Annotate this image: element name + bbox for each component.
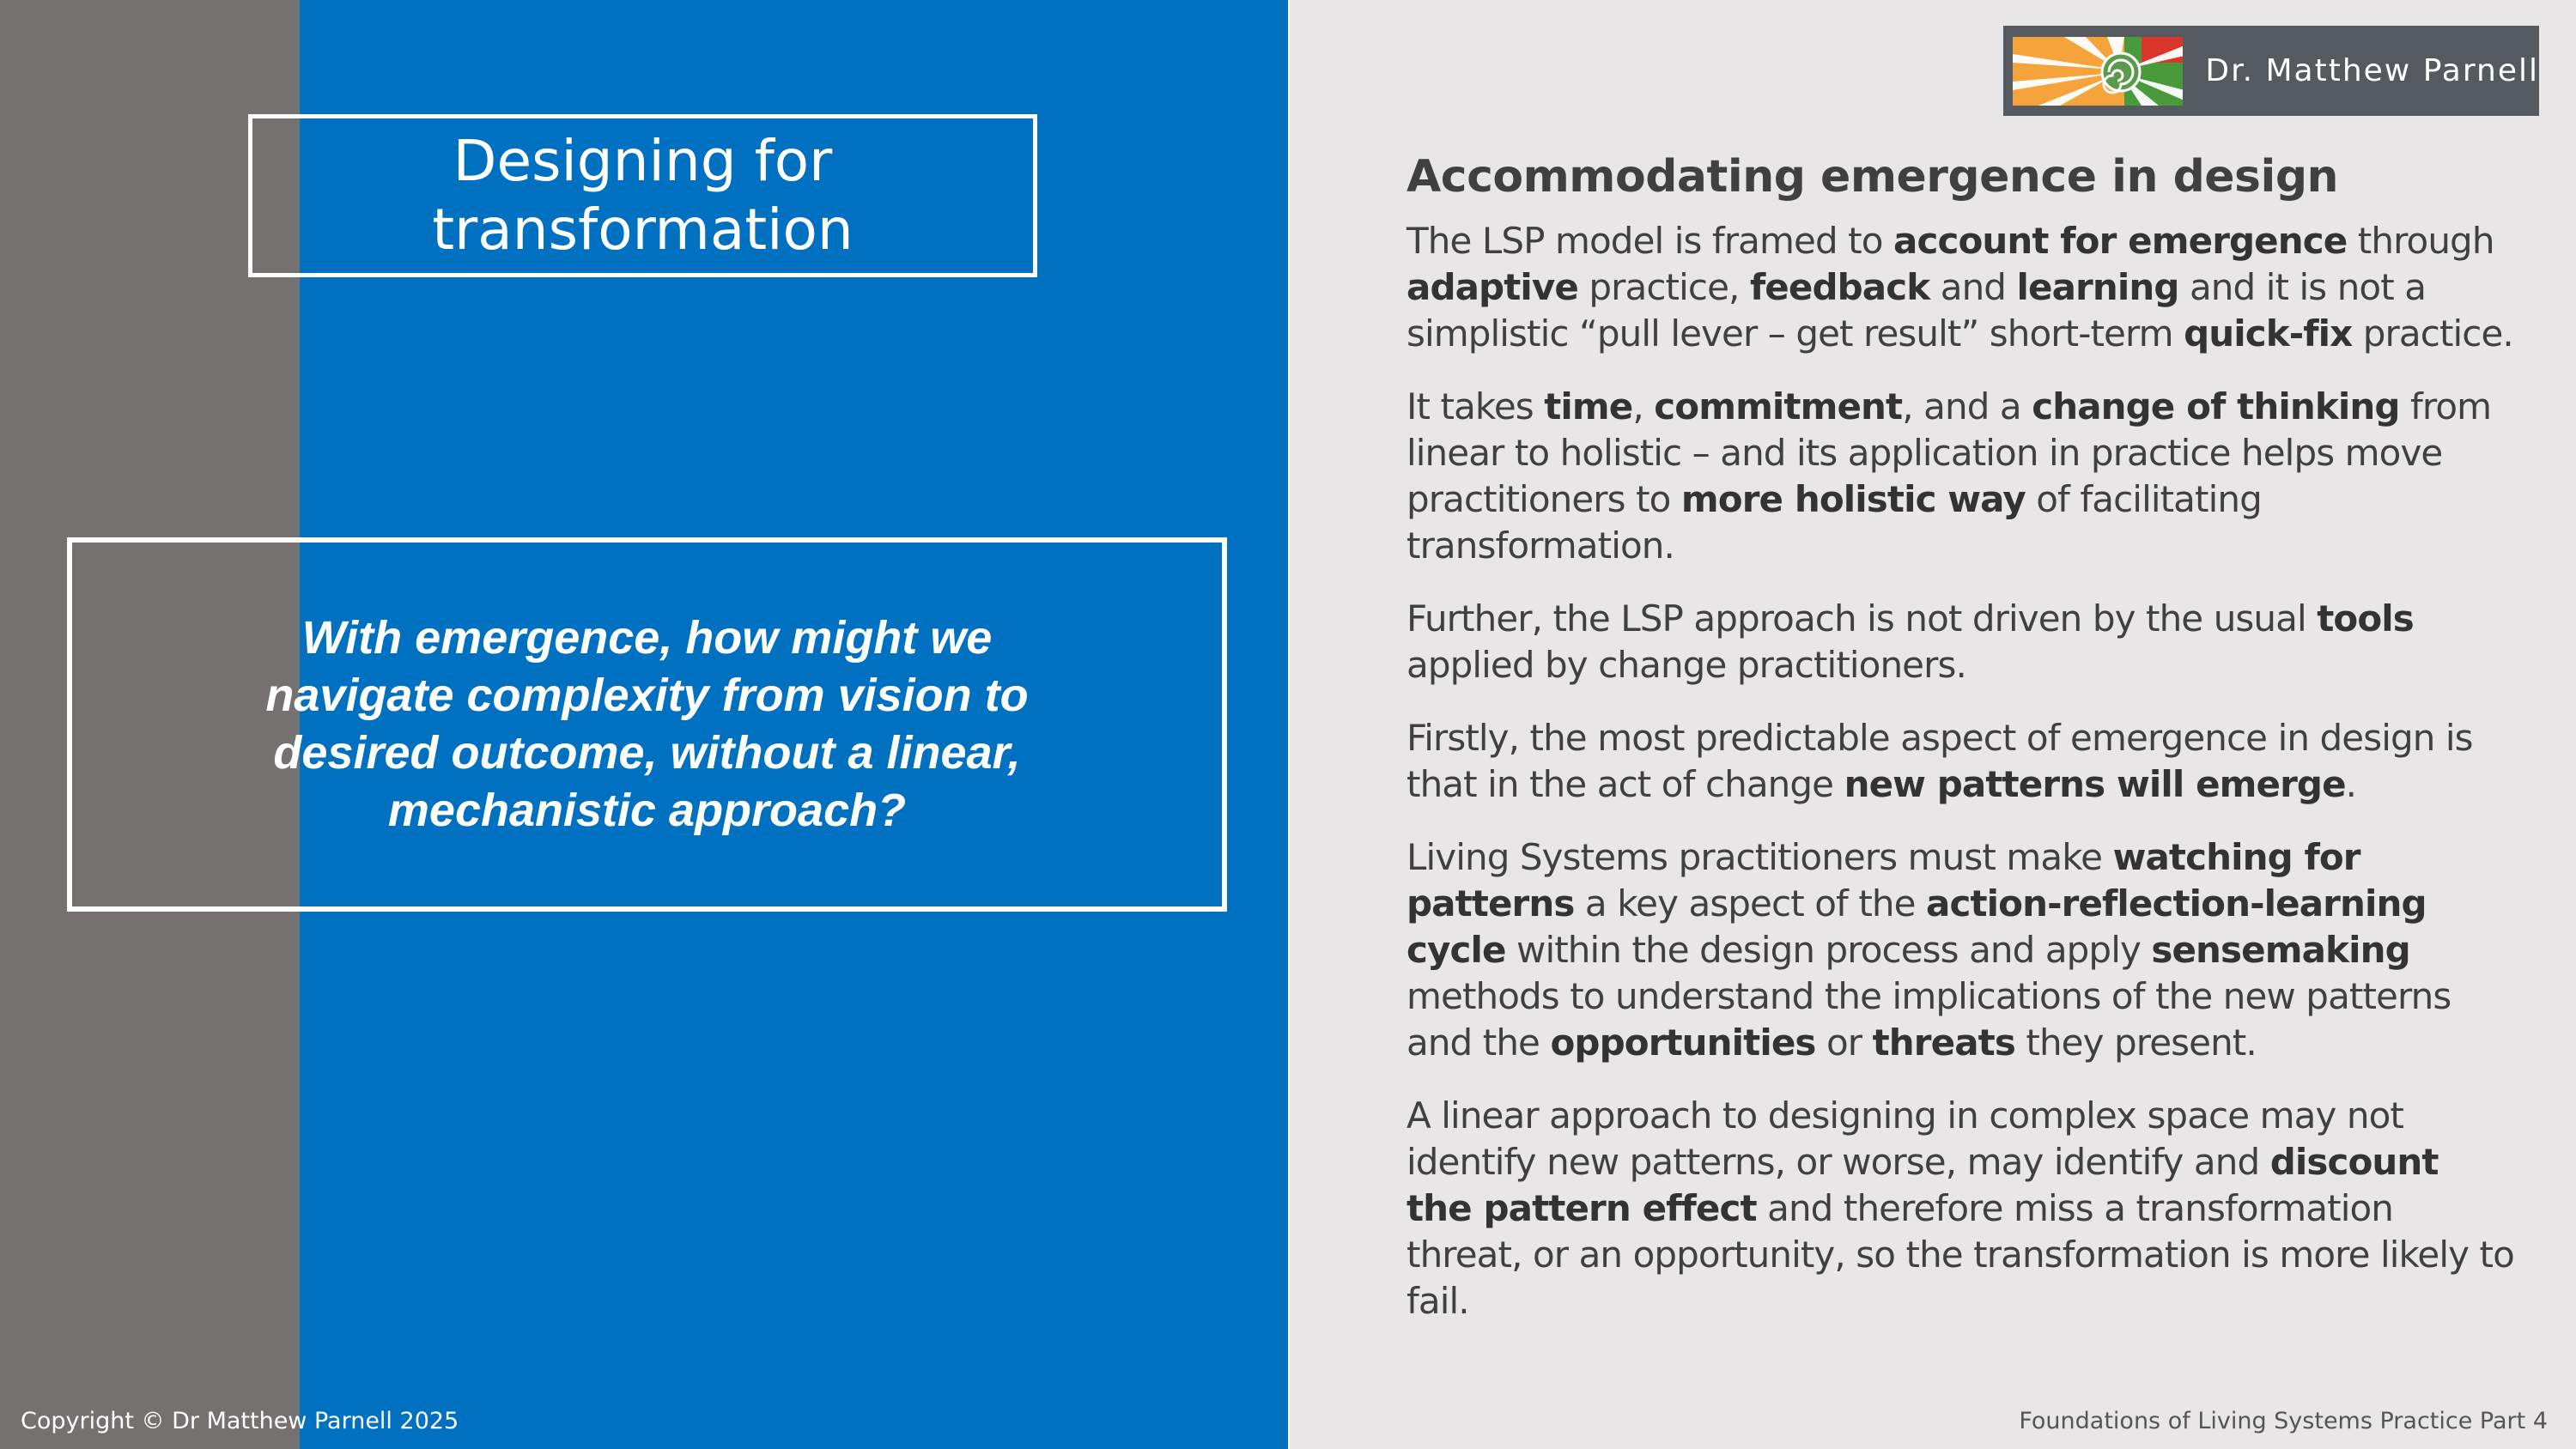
guiding-question [235, 609, 1060, 840]
content-heading: Accommodating emergence in design [1406, 151, 2339, 203]
text-run: applied by change practitioners. [1406, 644, 1966, 686]
question-line: mechanistic approach? [387, 785, 907, 836]
text-run: Living Systems practitioners must make [1406, 836, 2113, 878]
copyright-footer: Copyright © Dr Matthew Parnell 2025 [21, 1408, 459, 1434]
bold-run: discount the pattern effect [1406, 1141, 2439, 1229]
bold-run: watching for patterns [1406, 836, 2360, 925]
text-run: a key aspect of the [1574, 882, 1927, 925]
text-run: It takes [1406, 385, 1545, 427]
question-line: desired outcome, without a linear, [273, 727, 1021, 779]
text-run: within the design process and apply [1505, 929, 2152, 971]
text-run: , [1632, 385, 1655, 427]
paragraph-6 [1406, 1093, 2514, 1325]
panel-divider [1288, 0, 1290, 1449]
content-column [1406, 144, 2514, 1351]
text-run: they present. [2014, 1022, 2257, 1064]
bold-run: commitment [1654, 385, 1903, 427]
bold-run: change of thinking [2032, 385, 2400, 427]
question-line: navigate complexity from vision to [265, 670, 1029, 721]
bold-run: more holistic way [1680, 478, 2026, 520]
bold-run: new patterns will emerge [1844, 763, 2346, 805]
paragraph-4 [1406, 715, 2514, 808]
text-run: Further, the LSP approach is not driven by the usual [1406, 597, 2318, 640]
series-footer: Foundations of Living Systems Practice Part 4 [2019, 1408, 2548, 1434]
bold-run: threats [1872, 1022, 2015, 1064]
text-run: of facilitating transformation. [1406, 478, 2262, 567]
text-run: from linear to holistic – and its application in practice helps move practitioners to [1406, 385, 2492, 520]
paragraph-5 [1406, 834, 2514, 1066]
author-logo [2003, 26, 2539, 116]
bold-run: learning [2016, 266, 2179, 308]
paragraph-2 [1406, 384, 2514, 569]
bold-run: time [1544, 385, 1633, 427]
question-line: With emergence, how might we [301, 612, 993, 664]
bold-run: opportunities [1550, 1022, 1816, 1064]
bold-run: quick-fix [2184, 312, 2353, 355]
text-run: A linear approach to designing in complex space may not identify new patterns, or worse, may identify and [1406, 1094, 2403, 1183]
bold-run: action-reflection-learning cycle [1406, 882, 2427, 971]
slide-title [386, 127, 901, 264]
author-name: Dr. Matthew Parnell [2205, 53, 2539, 88]
slide-title-line-2: transformation [432, 197, 854, 263]
title-box [248, 114, 1037, 277]
text-run: methods to understand the implications of the new patterns and the [1406, 975, 2451, 1064]
spiral-sun-logo-icon [2013, 37, 2183, 106]
text-run: and [1929, 266, 2017, 308]
text-run: The LSP model is framed to [1406, 220, 1894, 262]
bold-run: tools [2317, 597, 2414, 640]
question-box [67, 537, 1227, 912]
text-run: practice, [1577, 266, 1750, 308]
slide-title-line-1: Designing for [453, 128, 833, 194]
text-run: practice. [2352, 312, 2513, 355]
text-run: and it is not a simplistic “pull lever – get result” short-term [1406, 266, 2427, 355]
text-run: , and a [1902, 385, 2032, 427]
paragraph-3 [1406, 596, 2514, 688]
bold-run: account for emergence [1893, 220, 2348, 262]
bold-run: adaptive [1406, 266, 1578, 308]
paragraph-1 [1406, 218, 2514, 357]
text-run: through [2347, 220, 2494, 262]
text-run: or [1815, 1022, 1873, 1064]
text-run: . [2345, 763, 2357, 805]
text-run: and therefore miss a transformation threat, or an opportunity, so the transformation is more likely to fail. [1406, 1187, 2514, 1322]
text-run: Firstly, the most predictable aspect of emergence in design is that in the act of change [1406, 717, 2473, 805]
bold-run: sensemaking [2151, 929, 2410, 971]
bold-run: feedback [1749, 266, 1930, 308]
